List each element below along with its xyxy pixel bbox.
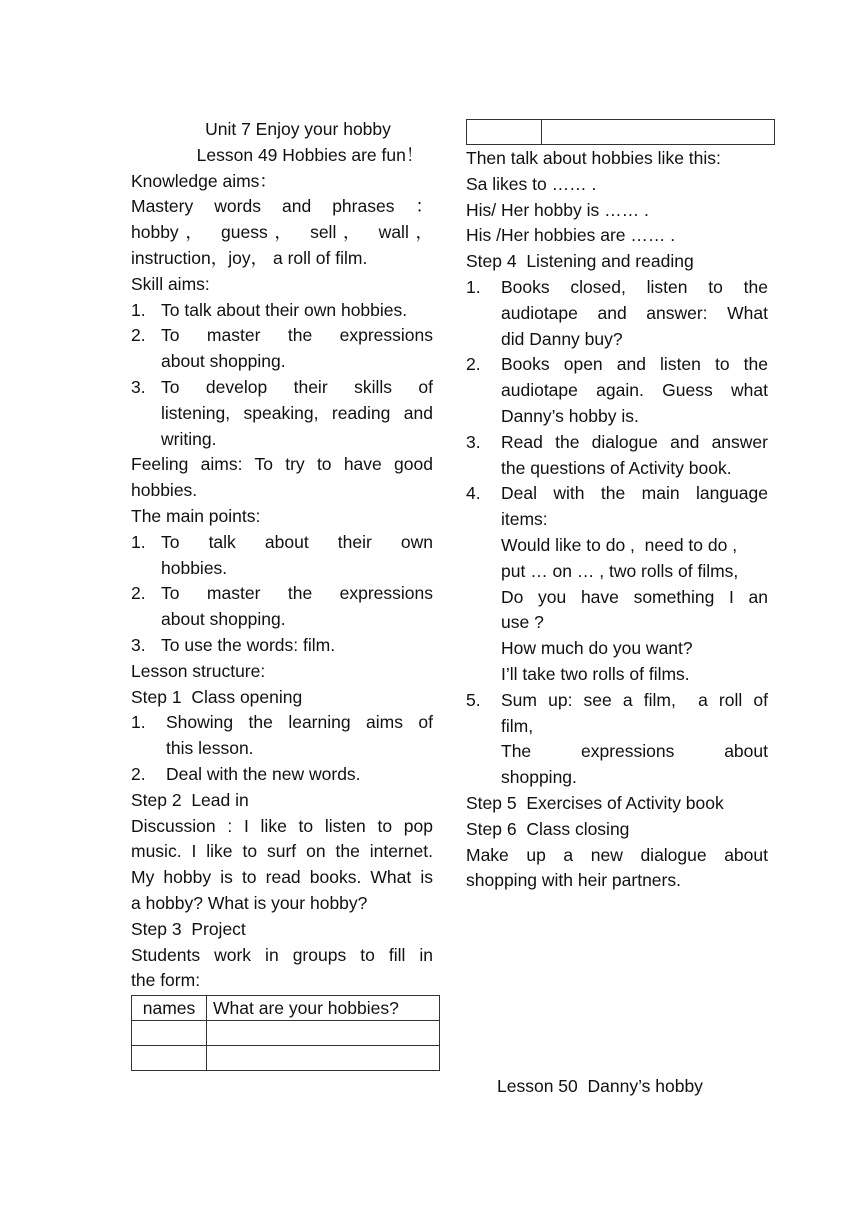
list-text: To master the expressions: [161, 583, 433, 604]
list-item: [466, 430, 768, 482]
list-text: hobbies.: [161, 557, 228, 578]
list-text: put … on … , two rolls of films,: [501, 560, 739, 581]
list-item: [131, 710, 433, 762]
list-text: shopping.: [501, 767, 577, 788]
step-heading: Step 2 Lead in: [131, 789, 249, 810]
table-cell: [467, 120, 542, 145]
list-text: Would like to do , need to do ,: [501, 534, 738, 555]
list-text: To talk about their own hobbies.: [161, 299, 408, 320]
list-number: 1.: [131, 531, 146, 552]
list-text: about shopping.: [161, 609, 286, 630]
list-text: about shopping.: [161, 351, 286, 372]
list-text: To use the words: film.: [161, 634, 336, 655]
list-text: audiotape and answer: What: [501, 302, 768, 323]
step-heading: Step 1 Class opening: [131, 686, 303, 707]
step-heading: Step 6 Class closing: [466, 818, 630, 839]
list-text: writing.: [161, 428, 217, 449]
table-cell: [132, 1021, 207, 1046]
mastery-line: instruction，joy， a roll of film.: [131, 247, 368, 268]
pattern-line: His /Her hobbies are …… .: [466, 225, 676, 246]
table-cell: [542, 120, 775, 145]
list-text: I’ll take two rolls of films.: [501, 663, 690, 684]
discussion-line: music. I like to surf on the internet.: [131, 841, 433, 862]
list-text: Showing the learning aims of: [166, 712, 433, 733]
step-heading: Step 4 Listening and reading: [466, 251, 694, 272]
list-text: Deal with the main language: [501, 483, 768, 504]
list-number: 3.: [131, 634, 146, 655]
table-row: [132, 1046, 440, 1071]
list-text: use ?: [501, 612, 544, 633]
list-text: The expressions about: [501, 741, 768, 762]
pattern-line: His/ Her hobby is …… .: [466, 199, 649, 220]
list-item: [131, 530, 433, 582]
next-lesson-title: Lesson 50 Danny’s hobby: [497, 1076, 703, 1096]
table-row: [132, 1021, 440, 1046]
mastery-line: hobby， guess， sell， wall，: [131, 222, 433, 243]
knowledge-aims-heading: Knowledge aims：: [131, 170, 277, 191]
list-number: 1.: [131, 299, 146, 320]
list-number: 3.: [466, 431, 481, 452]
list-number: 4.: [466, 483, 481, 504]
list-text: Deal with the new words.: [166, 763, 361, 784]
list-number: 2.: [131, 325, 146, 346]
list-text: items:: [501, 509, 548, 530]
skill-aims-heading: Skill aims:: [131, 273, 210, 294]
table-cell: [132, 1046, 207, 1071]
list-text: Sum up: see a film, a roll of: [501, 689, 768, 710]
list-text: listening, speaking, reading and: [161, 402, 433, 423]
pattern-line: Sa likes to …… .: [466, 173, 597, 194]
talk-intro: Then talk about hobbies like this:: [466, 148, 721, 168]
right-column: [466, 146, 768, 894]
list-number: 1.: [131, 712, 146, 733]
step-heading: Step 5 Exercises of Activity book: [466, 792, 724, 813]
table-row: [132, 996, 440, 1021]
list-number: 2.: [131, 583, 146, 604]
list-text: Danny’s hobby is.: [501, 405, 639, 426]
list-number: 1.: [466, 276, 481, 297]
feeling-aims: hobbies.: [131, 480, 198, 501]
lesson-title: Lesson 49 Hobbies are fun！: [196, 144, 424, 165]
left-column: [131, 117, 433, 1071]
list-text: Books closed, listen to the: [501, 276, 768, 297]
students-line: the form:: [131, 970, 201, 991]
discussion-line: Discussion : I like to listen to pop: [131, 815, 433, 836]
table-header-names: names: [132, 996, 207, 1021]
list-text: audiotape again. Guess what: [501, 380, 768, 401]
list-number: 2.: [466, 354, 481, 375]
list-number: 3.: [131, 376, 146, 397]
list-item: [131, 581, 433, 633]
list-item: [466, 352, 768, 429]
table-cell: [207, 1021, 440, 1046]
list-item: [466, 688, 768, 791]
table-cell: [207, 1046, 440, 1071]
list-text: the questions of Activity book.: [501, 457, 732, 478]
list-item: [131, 762, 433, 788]
list-item: [466, 481, 768, 687]
feeling-aims: Feeling aims: To try to have good: [131, 454, 433, 475]
list-text: Read the dialogue and answer: [501, 431, 768, 452]
list-text: To develop their skills of: [161, 376, 433, 397]
list-text: To talk about their own: [161, 531, 433, 552]
list-number: 5.: [466, 689, 481, 710]
list-text: Do you have something I an: [501, 586, 768, 607]
list-text: To master the expressions: [161, 325, 433, 346]
continued-table: [466, 119, 775, 145]
table-row: [467, 120, 775, 145]
list-text: did Danny buy?: [501, 328, 623, 349]
closing-line: shopping with heir partners.: [466, 870, 681, 891]
unit-title: Unit 7 Enjoy your hobby: [205, 119, 391, 139]
list-item: [131, 375, 433, 452]
table-header-hobbies: What are your hobbies?: [207, 996, 440, 1021]
list-item: [131, 323, 433, 375]
list-text: this lesson.: [166, 738, 254, 759]
list-number: 2.: [131, 763, 146, 784]
hobbies-form-table: [131, 995, 440, 1071]
lesson-structure-heading: Lesson structure:: [131, 660, 266, 681]
main-points-heading: The main points:: [131, 505, 261, 526]
list-item: [131, 298, 433, 324]
list-item: [131, 633, 433, 659]
discussion-line: My hobby is to read books. What is: [131, 867, 433, 888]
students-line: Students work in groups to fill in: [131, 944, 433, 965]
step-heading: Step 3 Project: [131, 918, 246, 939]
list-text: How much do you want?: [501, 638, 693, 659]
closing-line: Make up a new dialogue about: [466, 844, 768, 865]
list-text: film,: [501, 715, 534, 736]
discussion-line: a hobby? What is your hobby?: [131, 892, 368, 913]
mastery-line: Mastery words and phrases ：: [131, 196, 433, 217]
list-item: [466, 275, 768, 352]
list-text: Books open and listen to the: [501, 354, 768, 375]
